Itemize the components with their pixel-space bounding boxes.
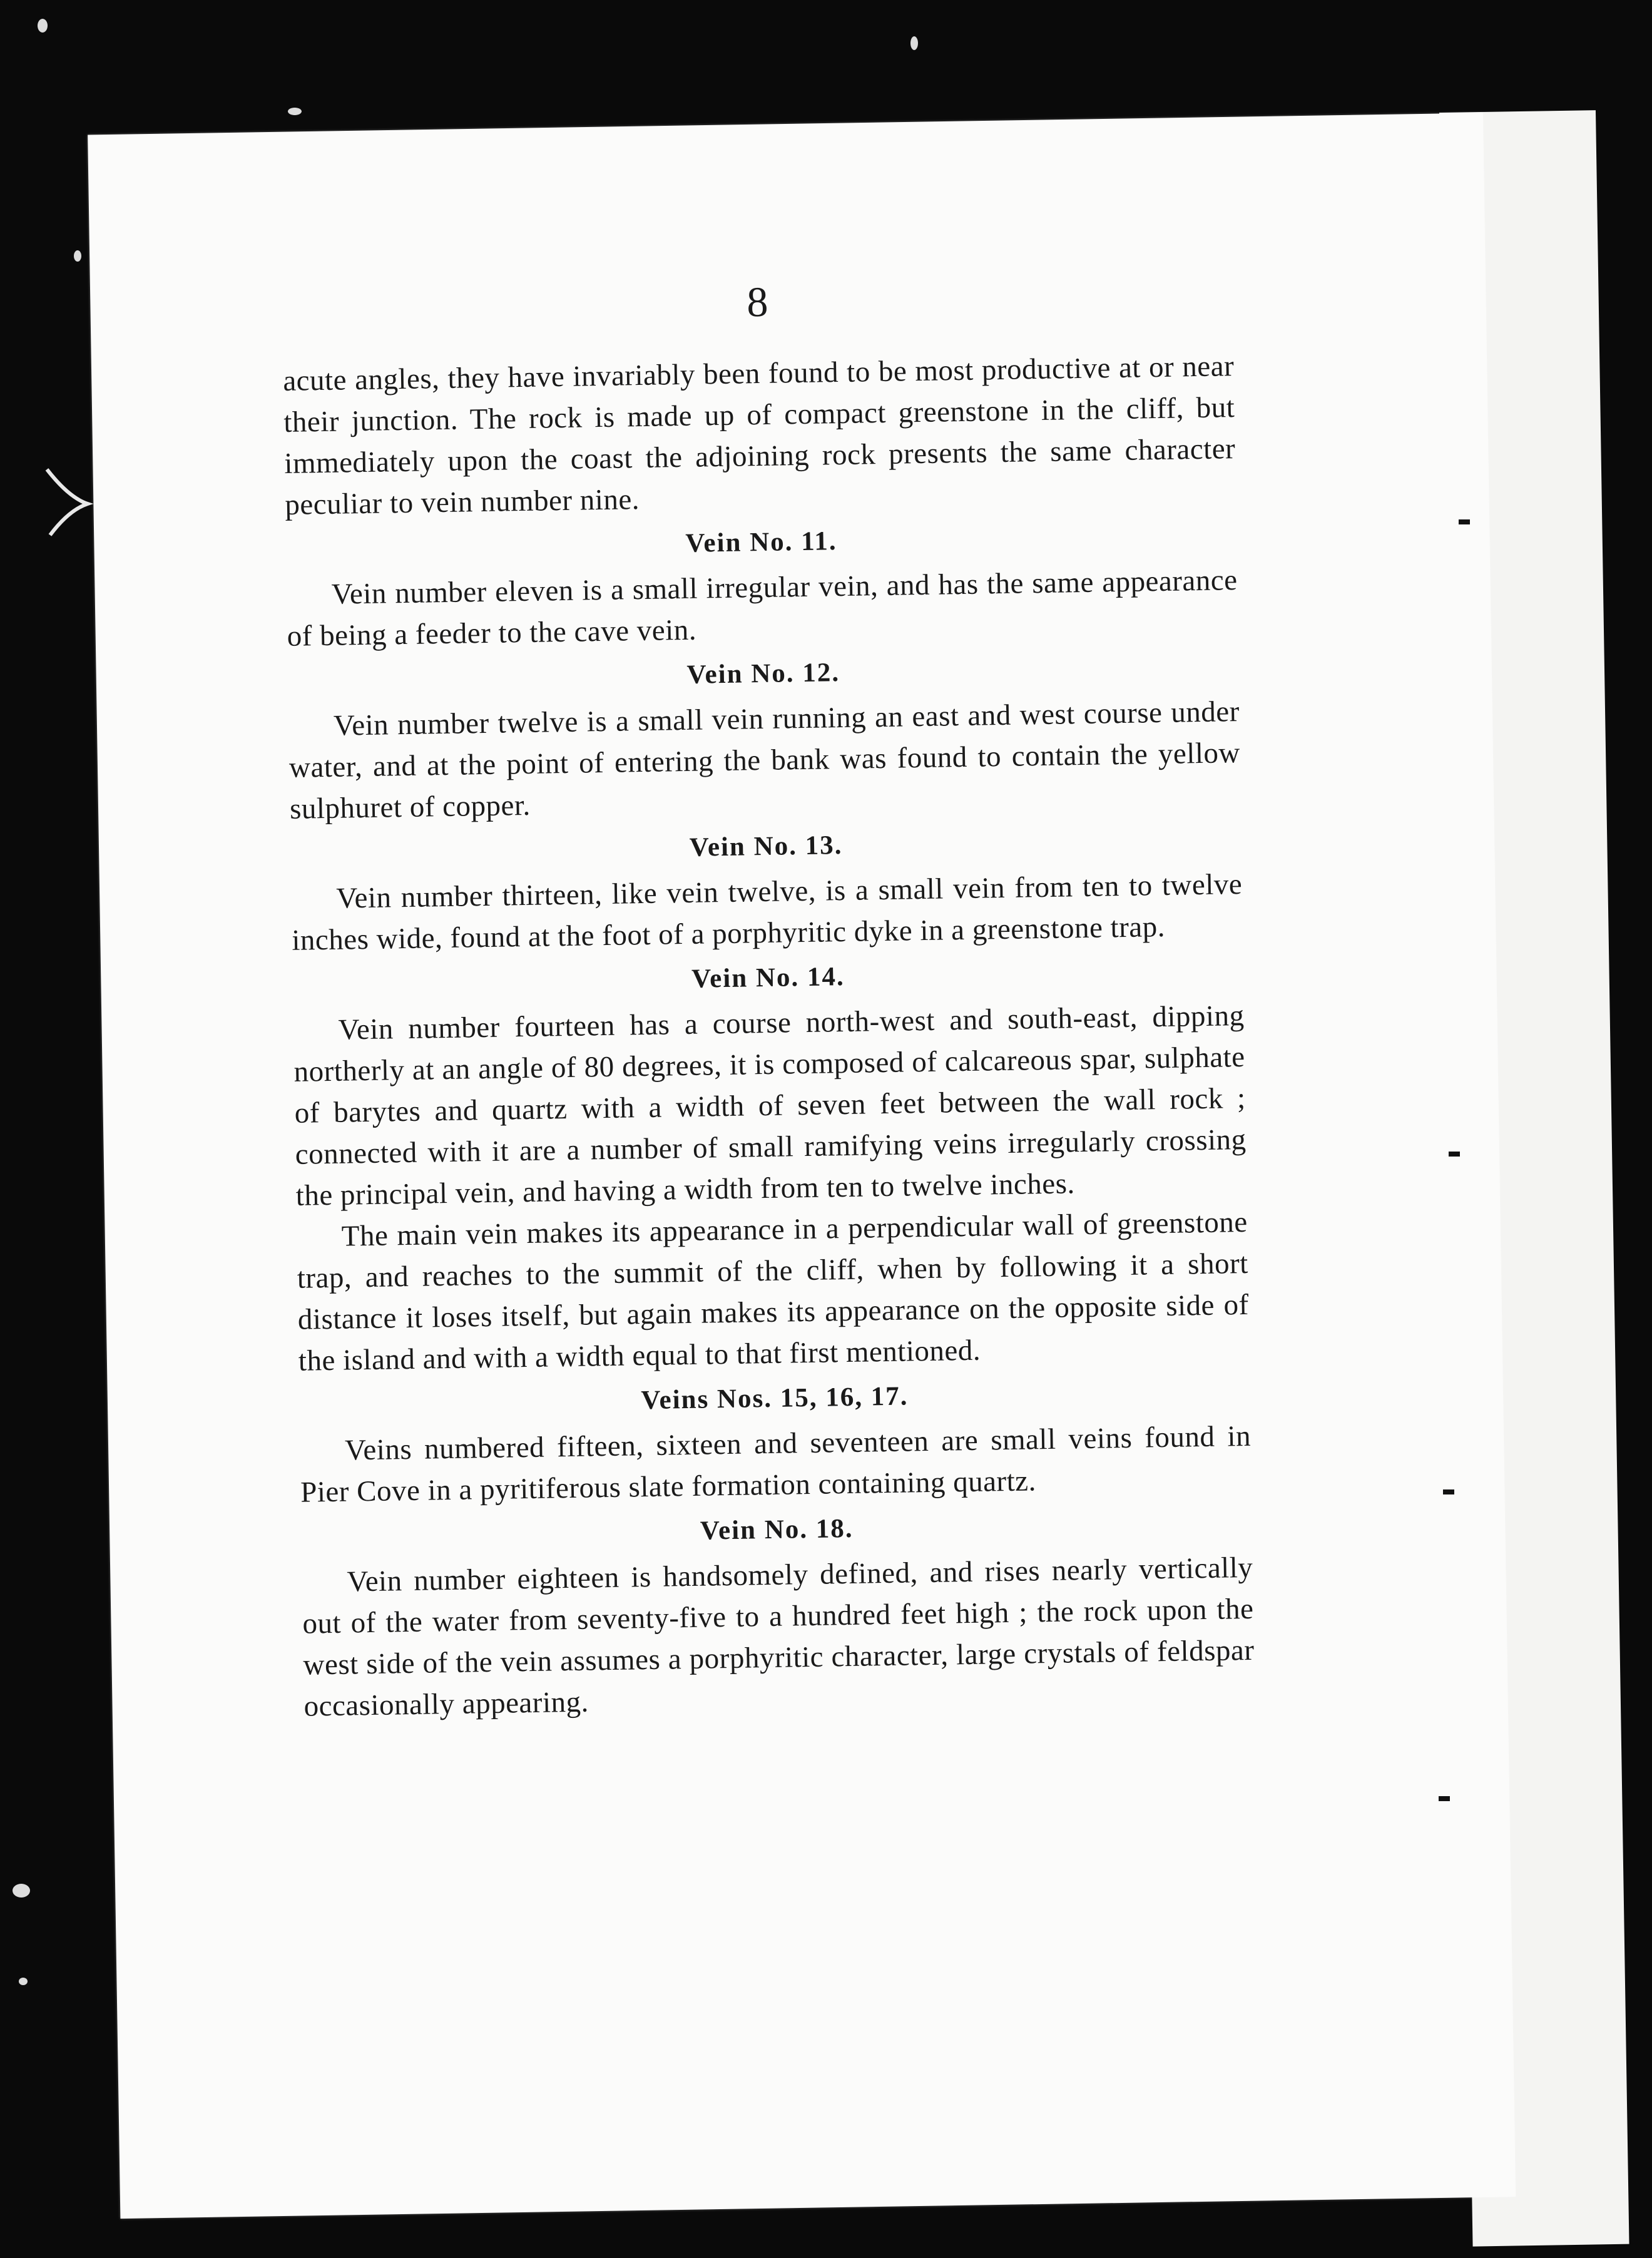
scan-speck	[19, 1978, 28, 1985]
page-text	[282, 273, 1255, 1727]
fold-tick	[1459, 519, 1470, 524]
paragraph: Vein number eleven is a small irregular vein, and has the same appearance of being a feeder to the cave vein.	[287, 564, 1238, 653]
section-heading: Vein No. 12.	[686, 658, 840, 690]
paragraph: Veins numbered fifteen, sixteen and seventeen are small veins found in Pier Cove in a pyritiferous slate formation containing quartz.	[300, 1419, 1252, 1509]
paragraph: acute angles, they have invariably been found to be most productive at or near their junction. The rock is made up of compact greenstone in the cliff, but immediately upon the coast the adjoining rock presents the same character peculiar to vein number nine.	[282, 350, 1236, 521]
paragraph: Vein number fourteen has a course north-west and south-east, dipping northerly at an angle of 80 degrees, it is composed of calcareous spar, sulphate of barytes and quartz with a width of seven feet between the wall rock ; connected with it are a number of small ramifying veins irregularly crossing the principal vein, and having a width from ten to twelve inches.	[293, 999, 1247, 1212]
page-body	[283, 345, 1255, 1727]
paragraph: Vein number eighteen is handsomely defined, and rises nearly vertically out of the water from seventy-five to a hundred feet high ; the rock upon the west side of the vein assumes a porphyritic character, large crystals of feldspar occasionally appearing.	[302, 1551, 1255, 1723]
section-heading: Vein No. 13.	[689, 830, 843, 862]
section-heading: Vein No. 11.	[685, 526, 837, 558]
scan-speck	[38, 19, 48, 33]
paragraph: Vein number twelve is a small vein running an east and west course under water, and at the point of entering the bank was found to contain the yellow sulphuret of copper.	[288, 695, 1241, 825]
fold-tick	[1449, 1152, 1460, 1157]
scan-speck	[74, 250, 81, 262]
page-number: 8	[746, 277, 769, 326]
paragraph: Vein number thirteen, like vein twelve, is a small vein from ten to twelve inches wide, found at the foot of a porphyritic dyke in a greenstone trap.	[291, 868, 1243, 957]
scan-speck	[13, 1884, 30, 1898]
section-heading: Vein No. 14.	[691, 962, 845, 994]
section-heading: Vein No. 18.	[700, 1513, 854, 1546]
section-heading: Veins Nos. 15, 16, 17.	[641, 1381, 909, 1416]
margin-mark-icon	[44, 466, 94, 541]
scan-speck	[288, 108, 302, 115]
scan-speck	[910, 36, 918, 50]
paragraph: The main vein makes its appearance in a perpendicular wall of greenstone trap, and reaches to the summit of the cliff, when by following it a short distance it loses itself, but again makes its appearance on the opposite side of the island and with a width equal to that first mentioned.	[297, 1205, 1250, 1377]
fold-tick	[1439, 1796, 1450, 1801]
fold-tick	[1443, 1489, 1454, 1494]
